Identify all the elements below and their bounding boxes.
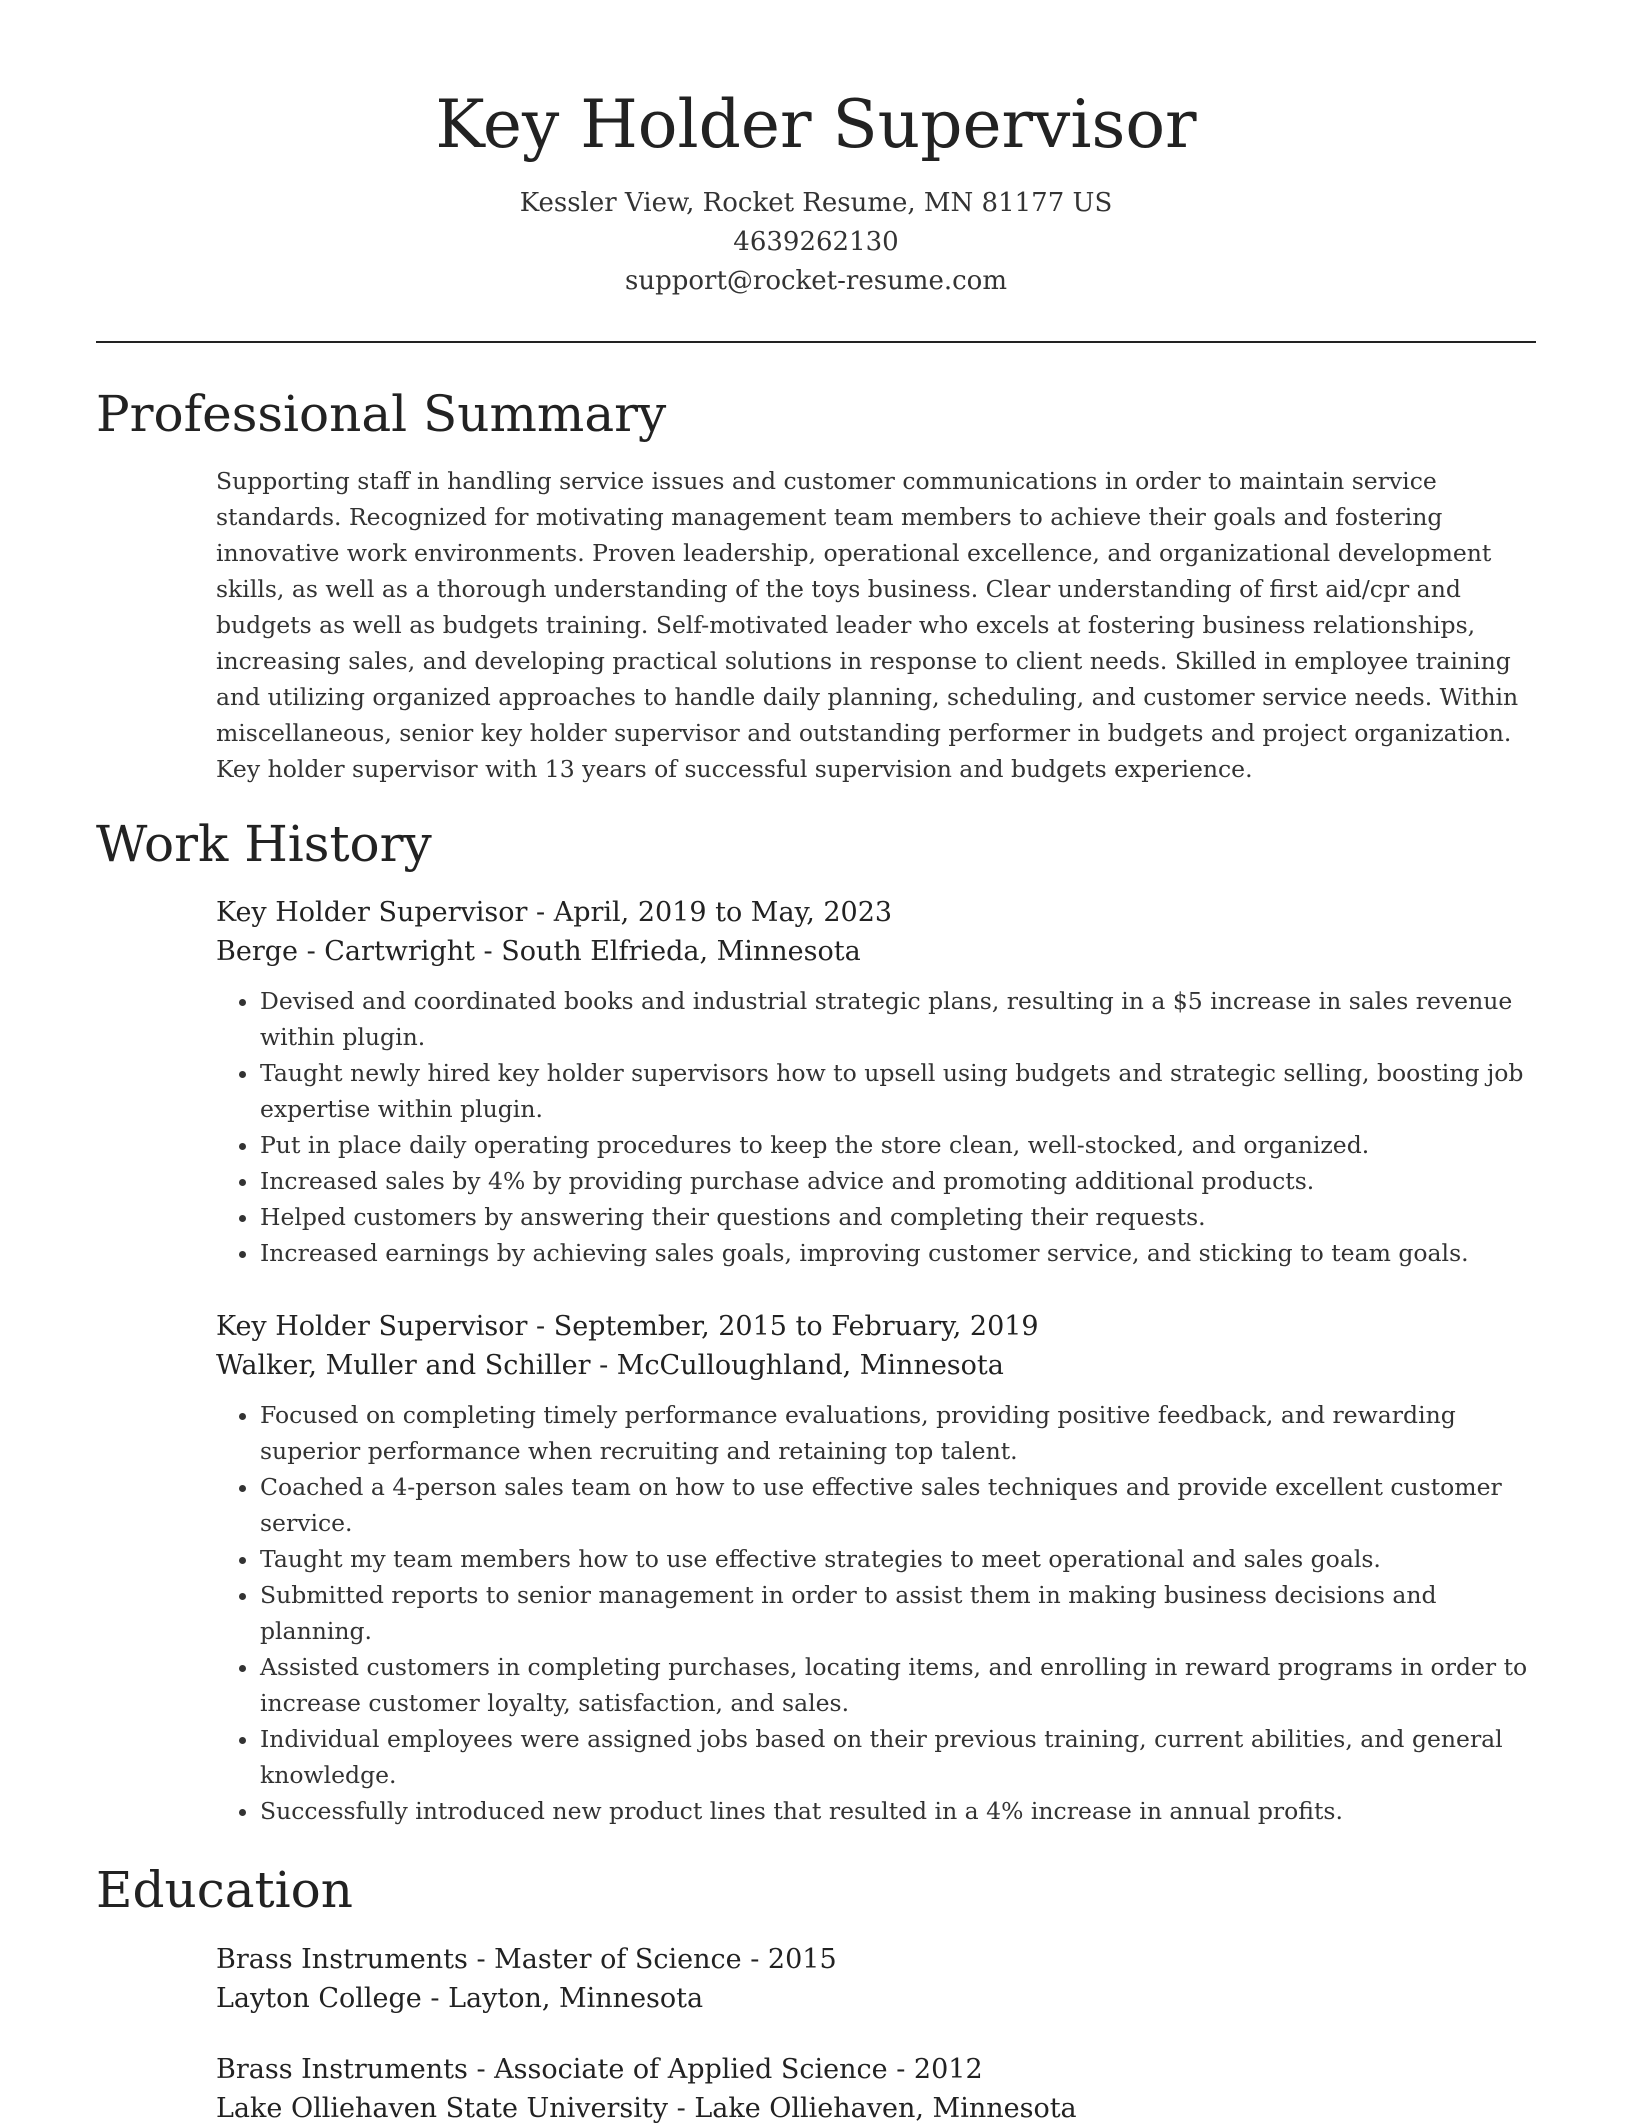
job-bullet: • Taught my team members how to use effective strategies to meet operational and sales goals. <box>260 1541 1536 1577</box>
job-bullet: • Assisted customers in completing purchases, locating items, and enrolling in reward programs in order to increase customer loyalty, satisfaction, and sales. <box>260 1649 1536 1721</box>
education-entry-2 <box>216 2050 1536 2128</box>
job-company-line: Walker, Muller and Schiller - McCulloughland, Minnesota <box>216 1350 1004 1381</box>
job-bullet: • Devised and coordinated books and industrial strategic plans, resulting in a $5 increase in sales revenue within plugin. <box>260 983 1536 1055</box>
candidate-name: Key Holder Supervisor <box>435 86 1197 163</box>
job-company-line: Berge - Cartwright - South Elfrieda, Minnesota <box>216 936 861 967</box>
education-entry-1 <box>216 1940 1536 2018</box>
job-bullet: • Increased sales by 4% by providing purchase advice and promoting additional products. <box>260 1163 1536 1199</box>
job-title-line: Key Holder Supervisor - September, 2015 to February, 2019 <box>216 1311 1039 1342</box>
resume-header <box>0 80 1632 301</box>
job-bullet: • Put in place daily operating procedures to keep the store clean, well-stocked, and organized. <box>260 1127 1536 1163</box>
job-bullet: • Focused on completing timely performance evaluations, providing positive feedback, and rewarding superior performance when recruiting and retaining top talent. <box>260 1397 1536 1469</box>
job-bullet: • Taught newly hired key holder supervisors how to upsell using budgets and strategic selling, boosting job expertise within plugin. <box>260 1055 1536 1127</box>
education-school-line: Lake Olliehaven State University - Lake Olliehaven, Minnesota <box>216 2093 1077 2124</box>
summary-text: Supporting staff in handling service issues and customer communications in order to maintain service standards. Recognized for motivating management team members to achieve their goals and fostering innovative work environments. Proven leadership, operational excellence, and organizational development skills, as well as a thorough understanding of the toys business. Clear understanding of first aid/cpr and budgets as well as budgets training. Self-motivated leader who excels at fostering business relationships, increasing sales, and developing practical solutions in response to client needs. Skilled in employee training and utilizing organized approaches to handle daily planning, scheduling, and customer service needs. Within miscellaneous, senior key holder supervisor and outstanding performer in budgets and project organization. Key holder supervisor with 13 years of successful supervision and budgets experience. <box>216 467 1519 783</box>
job-bullet: • Helped customers by answering their questions and completing their requests. <box>260 1199 1536 1235</box>
contact-info <box>0 184 1632 301</box>
job-entry-1 <box>216 893 1536 1271</box>
job-bullet: • Individual employees were assigned jobs based on their previous training, current abilities, and general knowledge. <box>260 1721 1536 1793</box>
education-school-line: Layton College - Layton, Minnesota <box>216 1983 704 2014</box>
job-bullet: • Coached a 4-person sales team on how to use effective sales techniques and provide excellent customer service. <box>260 1469 1536 1541</box>
job-bullet: • Submitted reports to senior management in order to assist them in making business decisions and planning. <box>260 1577 1536 1649</box>
education-heading: Education <box>96 1861 353 1919</box>
header-divider <box>96 341 1536 343</box>
education-degree-line: Brass Instruments - Master of Science - 2015 <box>216 1944 837 1975</box>
job-bullet: • Successfully introduced new product lines that resulted in a 4% increase in annual profits. <box>260 1793 1536 1829</box>
summary-heading: Professional Summary <box>96 385 667 443</box>
work-history-heading: Work History <box>96 815 432 873</box>
job-bullets <box>216 983 1536 1271</box>
contact-phone: 4639262130 <box>733 227 899 257</box>
job-bullets <box>216 1397 1536 1829</box>
job-bullet: • Increased earnings by achieving sales goals, improving customer service, and sticking to team goals. <box>260 1235 1536 1271</box>
contact-email: support@rocket-resume.com <box>624 266 1007 296</box>
job-entry-2 <box>216 1307 1536 1829</box>
education-degree-line: Brass Instruments - Associate of Applied Science - 2012 <box>216 2054 983 2085</box>
contact-address: Kessler View, Rocket Resume, MN 81177 US <box>519 188 1113 218</box>
job-title-line: Key Holder Supervisor - April, 2019 to May, 2023 <box>216 897 893 928</box>
